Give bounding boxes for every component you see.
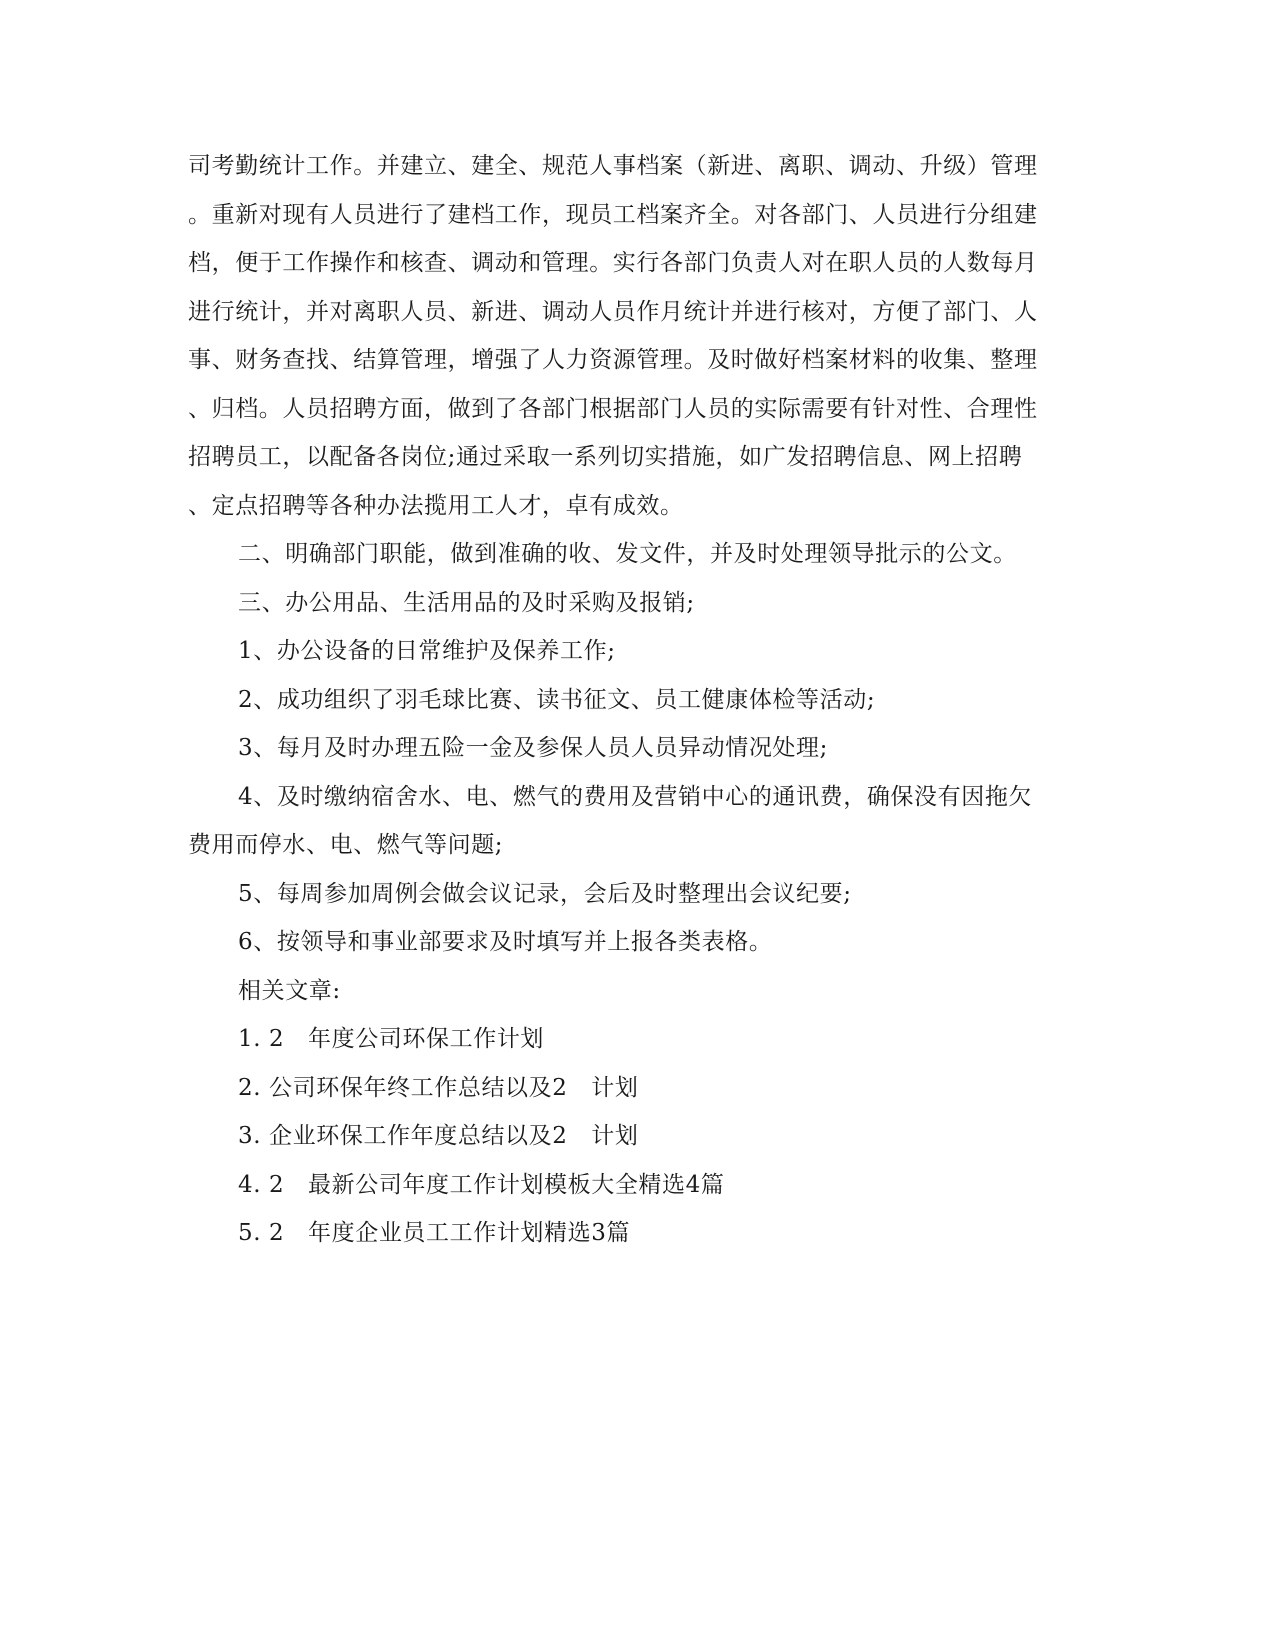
related-articles-heading: 相关文章: xyxy=(238,977,341,1004)
sub-item-1: 1、办公设备的日常维护及保养工作; xyxy=(238,638,616,664)
text-line: 、定点招聘等各种办法揽用工人才，卓有成效。 xyxy=(188,492,684,519)
related-article-link[interactable]: 4. 2 最新公司年度工作计划模板大全精选4篇 xyxy=(238,1171,725,1198)
sub-item-6: 6、按领导和事业部要求及时填写并上报各类表格。 xyxy=(238,929,773,955)
text-line: 招聘员工，以配备各岗位;通过采取一系列切实措施，如广发招聘信息、网上招聘 xyxy=(188,444,1023,470)
sub-item-4-continued: 费用而停水、电、燃气等问题; xyxy=(188,832,504,858)
paragraph-hr-records xyxy=(188,142,1088,530)
sub-item-2: 2、成功组织了羽毛球比赛、读书征文、员工健康体检等活动; xyxy=(238,686,876,713)
text-line: 。重新对现有人员进行了建档工作，现员工档案齐全。对各部门、人员进行分组建 xyxy=(188,201,1038,228)
related-article-link[interactable]: 5. 2 年度企业员工工作计划精选3篇 xyxy=(238,1220,631,1246)
document-body xyxy=(188,142,1088,1258)
related-article-link[interactable]: 2. 公司环保年终工作总结以及2 计划 xyxy=(238,1074,639,1101)
related-article-link[interactable]: 1. 2 年度公司环保工作计划 xyxy=(238,1026,545,1052)
text-line: 档，便于工作操作和核查、调动和管理。实行各部门负责人对在职人员的人数每月 xyxy=(188,250,1038,276)
related-article-link[interactable]: 3. 企业环保工作年度总结以及2 计划 xyxy=(238,1123,639,1149)
sub-item-5: 5、每周参加周例会做会议记录，会后及时整理出会议纪要; xyxy=(238,880,852,907)
sub-item-4: 4、及时缴纳宿舍水、电、燃气的费用及营销中心的通讯费，确保没有因拖欠 xyxy=(238,783,1033,810)
text-line: 、归档。人员招聘方面，做到了各部门根据部门人员的实际需要有针对性、合理性 xyxy=(188,395,1038,422)
section-item-two: 二、明确部门职能，做到准确的收、发文件，并及时处理领导批示的公文。 xyxy=(238,541,1017,567)
text-line: 事、财务查找、结算管理，增强了人力资源管理。及时做好档案材料的收集、整理 xyxy=(188,347,1038,373)
text-line: 司考勤统计工作。并建立、建全、规范人事档案（新进、离职、调动、升级）管理 xyxy=(188,153,1038,179)
text-line: 进行统计，并对离职人员、新进、调动人员作月统计并进行核对，方便了部门、人 xyxy=(188,298,1038,325)
sub-item-3: 3、每月及时办理五险一金及参保人员人员异动情况处理; xyxy=(238,735,828,761)
section-item-three: 三、办公用品、生活用品的及时采购及报销; xyxy=(238,589,695,616)
